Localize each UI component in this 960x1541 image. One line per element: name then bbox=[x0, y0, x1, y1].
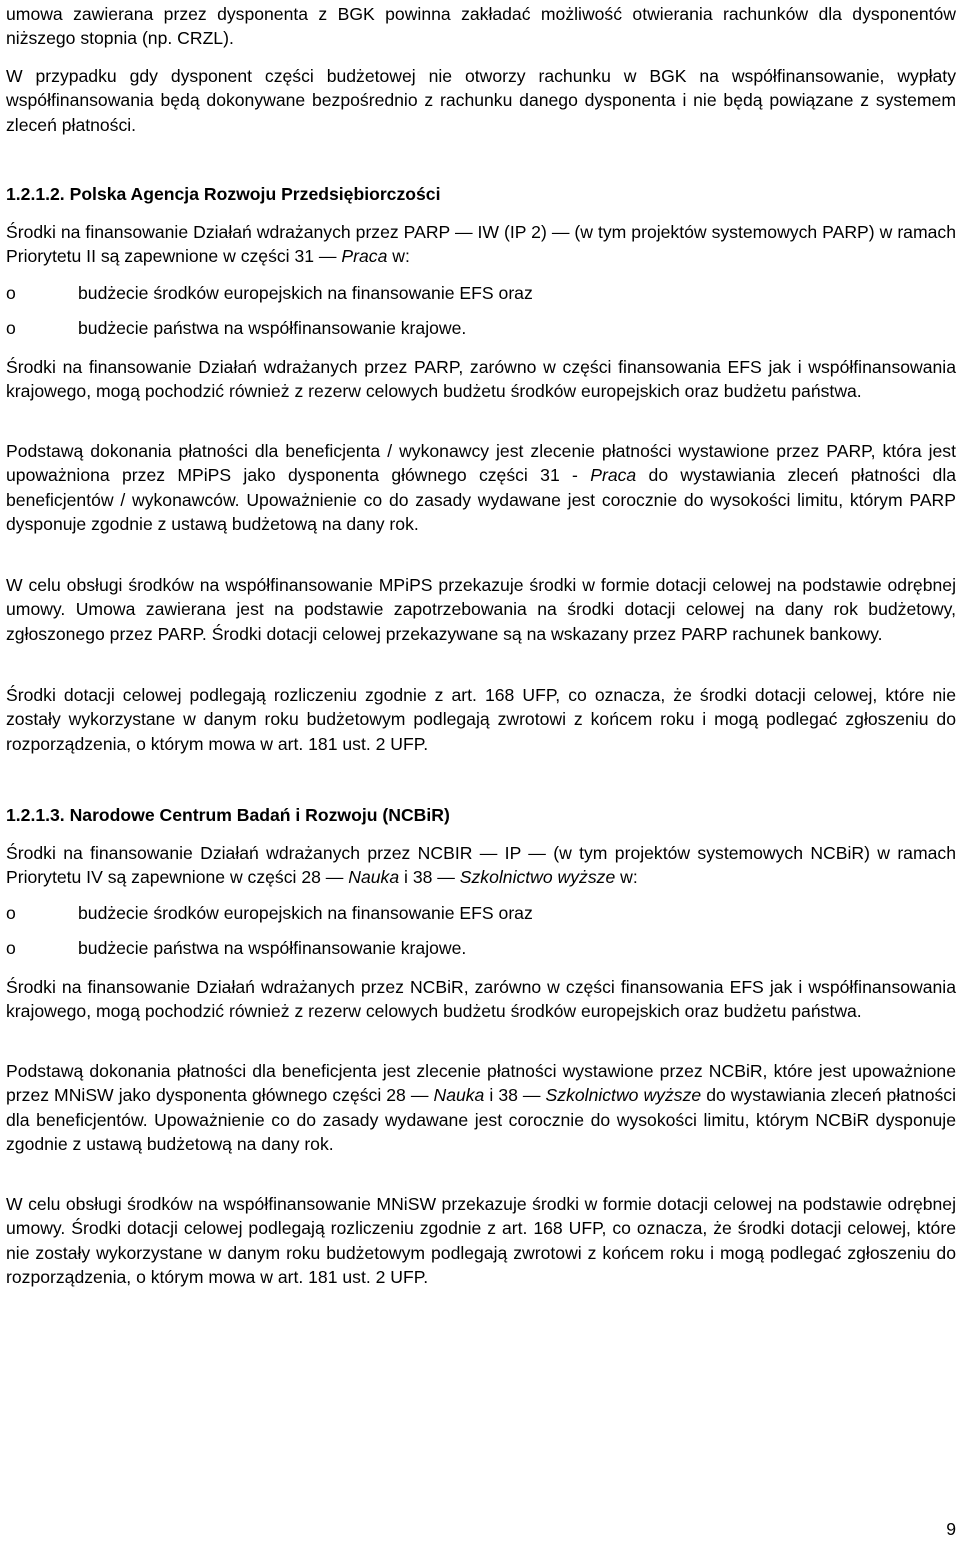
intro-italic-1: Nauka bbox=[348, 867, 400, 888]
intro-text-2: w: bbox=[392, 246, 410, 267]
paragraph-ncbir-service: W celu obsługi środków na współfinansowanie MNiSW przekazuje środki w formie dotacji celowej na podstawie odrębnej umowy. Środki dotacji celowej podlegają rozliczeniu zgodnie z art. 168 UFP, co oznacza, że środki dotacji celowej, które nie zostały wykorzystane w danym roku budżetowym podlegają zwrotowi z końcem roku i mogą podlegać zgłoszeniu do rozporządzenia, o którym mowa w art. 181 ust. 2 UFP. bbox=[6, 1194, 956, 1288]
basis-italic-2: Szkolnictwo wyższe bbox=[545, 1085, 702, 1106]
page-number: 9 bbox=[946, 1519, 956, 1539]
paragraph-top-2: W przypadku gdy dysponent części budżetowej nie otworzy rachunku w BGK na współfinansowanie, wypłaty współfinansowania będą dokonywane bezpośrednio z rachunku danego dysponenta i nie będą powiązane z systemem zleceń płatności. bbox=[6, 66, 956, 135]
intro-text-1: Środki na finansowanie Działań wdrażanych przez PARP — IW (IP 2) — (w tym projektów systemowych PARP) w ramach Priorytetu II są zapewnione w części 31 — bbox=[6, 222, 956, 267]
bullet-item-ncbir-1 bbox=[6, 901, 956, 925]
bullet-text: budżecie państwa na współfinansowanie krajowe. bbox=[78, 938, 467, 958]
basis-text-2: do wystawiania zleceń płatności dla beneficjentów / wykonawców. Upoważnienie co do zasady wydawane jest corocznie do wysokości limitu, którym PARP dysponuje zgodnie z ustawą budżetową na dany rok. bbox=[6, 465, 957, 535]
intro-italic: Praca bbox=[341, 246, 388, 267]
bullet-item-ncbir-2 bbox=[6, 936, 956, 960]
intro-text-1: Środki na finansowanie Działań wdrażanych przez NCBIR — IP — (w tym projektów systemowych NCBiR) w ramach Priorytetu IV są zapewnione w części 28 — bbox=[6, 843, 956, 888]
bullet-item-parp-1 bbox=[6, 281, 956, 305]
paragraph-parp-settlement: Środki dotacji celowej podlegają rozliczeniu zgodnie z art. 168 UFP, co oznacza, że środki dotacji celowej, które nie zostały wykorzystane w danym roku budżetowym podlegają zwrotowi z końcem roku i mogą podlegać zgłoszeniu do rozporządzenia, o którym mowa w art. 181 ust. 2 UFP. bbox=[6, 685, 956, 754]
bullet-item-parp-2 bbox=[6, 316, 956, 340]
intro-text-3: w: bbox=[620, 867, 638, 888]
bullet-marker: o bbox=[6, 318, 16, 338]
paragraph-ncbir-sources: Środki na finansowanie Działań wdrażanych przez NCBiR, zarówno w części finansowania EFS jak i współfinansowania krajowego, mogą pochodzić również z rezerw celowych budżetu środków europejskich oraz budżetu państwa. bbox=[6, 977, 956, 1022]
paragraph-parp-service: W celu obsługi środków na współfinansowanie MPiPS przekazuje środki w formie dotacji celowej na podstawie odrębnej umowy. Umowa zawierana jest na podstawie zapotrzebowania na środki dotacji celowej na dany rok budżetowy, zgłoszonego przez PARP. Środki dotacji celowej przekazywane są na wskazany przez PARP rachunek bankowy. bbox=[6, 575, 956, 644]
bullet-marker: o bbox=[6, 283, 16, 303]
bullet-text: budżecie środków europejskich na finansowanie EFS oraz bbox=[78, 283, 533, 303]
paragraph-parp-basis bbox=[6, 439, 956, 537]
bullet-text: budżecie państwa na współfinansowanie krajowe. bbox=[78, 318, 467, 338]
paragraph-parp-sources: Środki na finansowanie Działań wdrażanych przez PARP, zarówno w części finansowania EFS jak i współfinansowania krajowego, mogą pochodzić również z rezerw celowych budżetu środków europejskich oraz budżetu państwa. bbox=[6, 357, 956, 402]
bullet-marker: o bbox=[6, 903, 16, 923]
paragraph-parp-intro bbox=[6, 220, 956, 269]
basis-italic: Praca bbox=[590, 465, 637, 486]
intro-text-2: i 38 — bbox=[404, 867, 455, 888]
bullet-text: budżecie środków europejskich na finansowanie EFS oraz bbox=[78, 903, 533, 923]
section-heading-parp: 1.2.1.2. Polska Agencja Rozwoju Przedsiębiorczości bbox=[6, 184, 441, 204]
basis-text-1: Podstawą dokonania płatności dla beneficjenta / wykonawcy jest zlecenie płatności wystawione przez PARP, która jest upoważniona przez MPiPS jako dysponenta głównego części 31 - bbox=[6, 441, 956, 486]
basis-text-2: i 38 — bbox=[489, 1085, 541, 1106]
basis-text-3: do wystawiania zleceń płatności dla beneficjentów. Upoważnienie co do zasady wydawane jest corocznie do wysokości limitu, którym NCBiR dysponuje zgodnie z ustawą budżetową na dany rok. bbox=[6, 1085, 956, 1155]
paragraph-top-1: umowa zawierana przez dysponenta z BGK powinna zakładać możliwość otwierania rachunków dla dysponentów niższego stopnia (np. CRZL). bbox=[6, 4, 956, 49]
intro-italic-2: Szkolnictwo wyższe bbox=[459, 867, 616, 888]
bullet-marker: o bbox=[6, 938, 16, 958]
paragraph-ncbir-basis bbox=[6, 1059, 956, 1157]
paragraph-ncbir-intro bbox=[6, 841, 956, 890]
basis-text-1: Podstawą dokonania płatności dla beneficjenta jest zlecenie płatności wystawione przez NCBiR, które jest upoważnione przez MNiSW jako dysponenta głównego części 28 — bbox=[6, 1061, 956, 1106]
section-heading-ncbir: 1.2.1.3. Narodowe Centrum Badań i Rozwoju (NCBiR) bbox=[6, 805, 450, 825]
basis-italic-1: Nauka bbox=[433, 1085, 485, 1106]
